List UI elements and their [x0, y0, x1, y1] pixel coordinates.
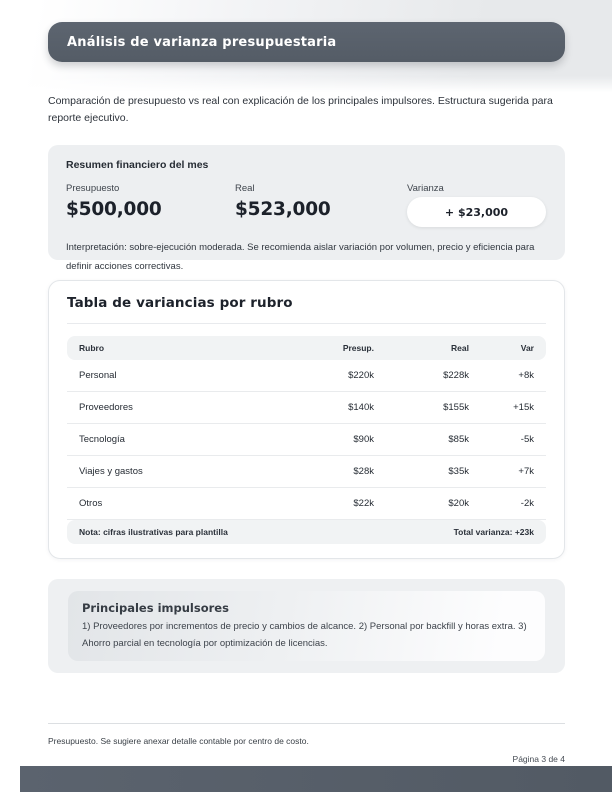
page-title: Análisis de varianza presupuestaria	[67, 34, 337, 50]
cell-presup: $140k	[348, 402, 374, 413]
table-row	[67, 456, 546, 488]
metric-presupuesto	[66, 183, 235, 227]
cell-presup: $22k	[353, 498, 374, 509]
cell-real: $228k	[443, 370, 469, 381]
cell-var: +7k	[518, 466, 534, 477]
drivers-card	[68, 591, 545, 661]
cell-presup: $28k	[353, 466, 374, 477]
metric-value: $500,000	[66, 199, 162, 220]
cell-rubro: Proveedores	[79, 402, 133, 413]
metric-varianza	[407, 183, 547, 227]
table-footer-total: Total varianza: +23k	[453, 527, 534, 537]
column-header-presup: Presup.	[342, 343, 374, 353]
footer-divider	[48, 723, 565, 724]
metric-real	[235, 183, 407, 227]
intro-paragraph: Comparación de presupuesto vs real con explicación de los principales impulsores. Estructura sugerida para reporte ejecutivo.	[48, 95, 553, 124]
title-divider	[67, 323, 546, 324]
cell-rubro: Otros	[79, 498, 103, 509]
cell-rubro: Personal	[79, 370, 117, 381]
column-header-var: Var	[520, 343, 534, 353]
drivers-section	[48, 579, 565, 673]
cell-real: $155k	[443, 402, 469, 413]
summary-card-title: Resumen financiero del mes	[66, 159, 209, 171]
page-number: Página 3 de 4	[512, 754, 565, 764]
table-footer-row	[67, 520, 546, 544]
cell-var: -5k	[520, 434, 534, 445]
column-header-rubro: Rubro	[79, 343, 105, 353]
metric-label: Real	[235, 183, 255, 194]
bottom-accent-bar	[20, 766, 612, 792]
interpretation-text: Interpretación: sobre-ejecución moderada. Se recomienda aislar variación por volumen, precio y eficiencia para definir acciones correctivas.	[66, 242, 535, 272]
table-footer-note: Nota: cifras ilustrativas para plantilla	[79, 527, 228, 537]
cell-var: -2k	[520, 498, 534, 509]
metric-label: Presupuesto	[66, 183, 120, 194]
drivers-title: Principales impulsores	[82, 601, 229, 615]
table-row	[67, 360, 546, 392]
cell-var: +8k	[518, 370, 534, 381]
cell-real: $20k	[448, 498, 469, 509]
cell-var: +15k	[513, 402, 534, 413]
variance-table-title: Tabla de variancias por rubro	[67, 295, 293, 311]
financial-summary-card	[48, 145, 565, 272]
variance-value: + $23,000	[444, 205, 509, 219]
column-header-real: Real	[451, 343, 469, 353]
cell-real: $35k	[448, 466, 469, 477]
table-row	[67, 392, 546, 424]
table-header-row	[67, 336, 546, 360]
cell-rubro: Tecnología	[79, 434, 125, 445]
metric-value: $523,000	[235, 199, 331, 220]
drivers-body: 1) Proveedores por incrementos de precio y cambios de alcance. 2) Personal por backfill y horas extra. 3) Ahorro parcial en tecnología por optimización de licencias.	[82, 621, 527, 649]
variance-table-card	[48, 280, 565, 559]
metric-label: Varianza	[407, 183, 444, 194]
footer-note: Presupuesto. Se sugiere anexar detalle contable por centro de costo.	[48, 736, 309, 746]
cell-presup: $220k	[348, 370, 374, 381]
cell-rubro: Viajes y gastos	[79, 466, 143, 477]
table-row	[67, 488, 546, 520]
cell-real: $85k	[448, 434, 469, 445]
variance-value-pill	[407, 197, 546, 227]
cell-presup: $90k	[353, 434, 374, 445]
page-header-bar	[48, 22, 565, 62]
table-row	[67, 424, 546, 456]
summary-metrics-row	[66, 183, 547, 227]
